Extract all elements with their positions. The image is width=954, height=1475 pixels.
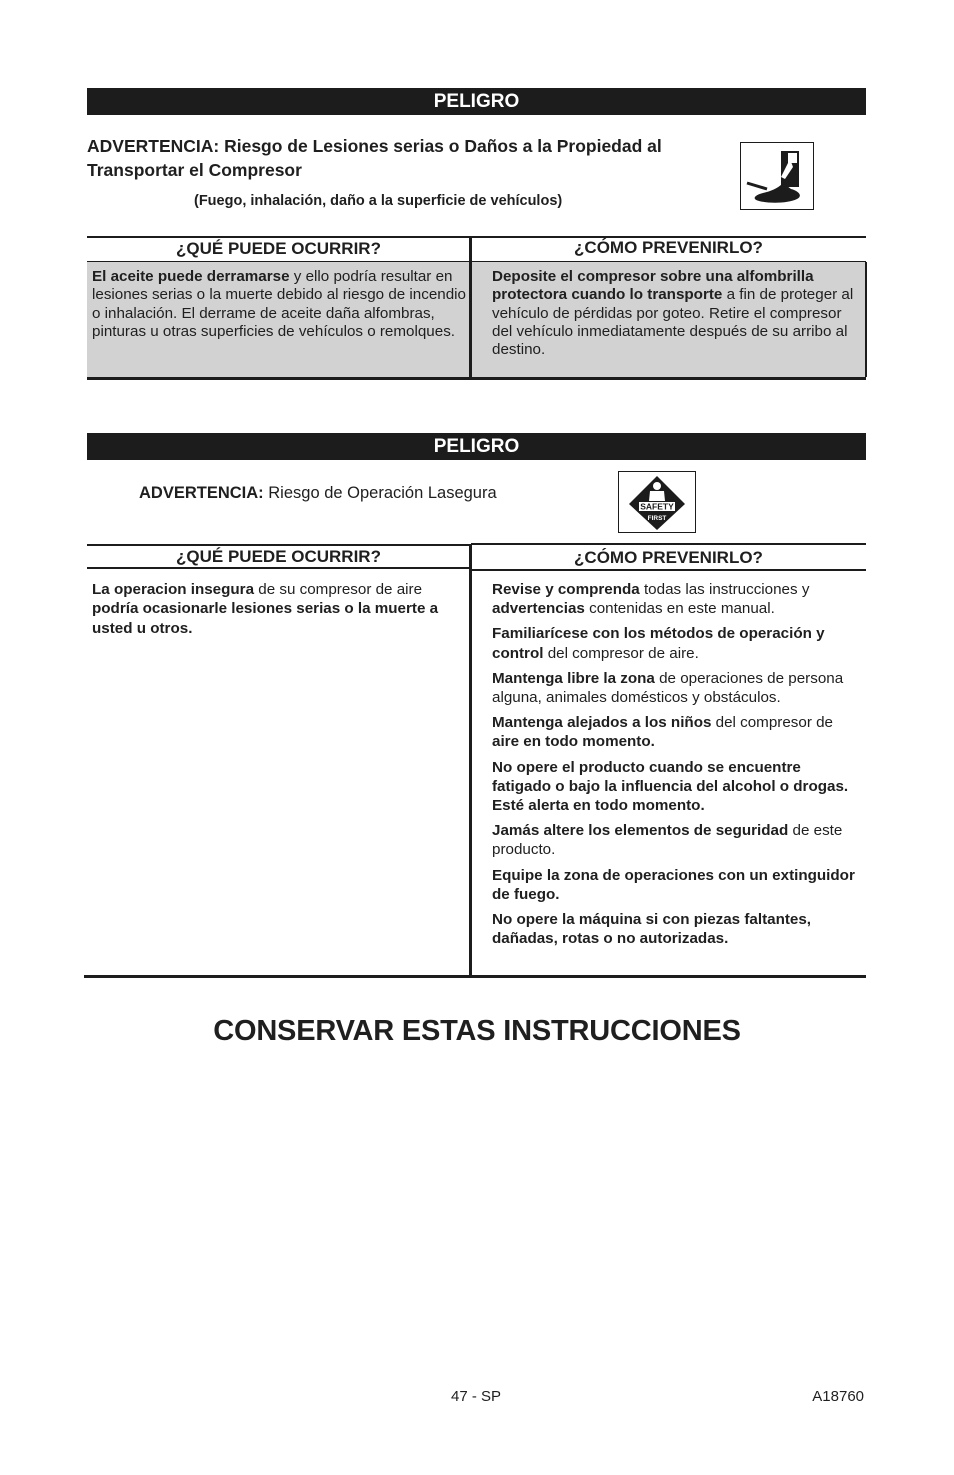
oil-spill-icon	[740, 142, 814, 210]
item-text: todas las instrucciones y	[639, 581, 810, 598]
item-bold: Equipe la zona de operaciones con un extinguidor de fuego.	[492, 866, 855, 903]
warning-label: ADVERTENCIA:	[87, 136, 220, 156]
item-bold: Familiarícese con los métodos de operación y control	[492, 625, 825, 662]
prevention-description	[492, 268, 862, 359]
item-text: del compresor de	[711, 714, 833, 732]
item-text: de este producto.	[492, 822, 843, 859]
table2-bottom-rule	[84, 975, 866, 978]
danger-banner	[87, 88, 866, 115]
warning-heading	[87, 134, 727, 182]
banner-label-2: PELIGRO	[433, 436, 520, 457]
hazard-text: y ello podría resultar en lesiones serias o la muerte debido al riesgo de incendio o inhalación. El derrame de aceite daña alfombras, pinturas u otras superficies de vehículos o remolques.	[92, 268, 467, 340]
list-item	[492, 624, 862, 662]
hazard-bold-2b: podría ocasionarle lesiones serias o la muerte a usted u otros.	[92, 600, 439, 637]
list-item	[492, 669, 862, 707]
table2-header-rule-right	[471, 569, 866, 571]
banner-label: PELIGRO	[433, 91, 520, 112]
item-text: del compresor de aire.	[543, 644, 699, 662]
table2-header-rule-left	[87, 567, 470, 569]
danger-banner-2	[87, 433, 866, 460]
table-bottom-rule	[87, 377, 866, 380]
table2-column-divider	[469, 544, 472, 977]
item-text: contenidas en este manual.	[584, 600, 775, 618]
item-bold: Mantenga libre la zona	[492, 669, 655, 687]
save-instructions-title: CONSERVAR ESTAS INSTRUCCIONES	[213, 1015, 741, 1047]
hazard-description	[92, 268, 466, 341]
item-text: de operaciones de persona alguna, animales domésticos y obstáculos.	[492, 669, 844, 707]
page-number: 47 - SP	[450, 1388, 502, 1405]
list-item	[492, 910, 862, 948]
list-item	[492, 758, 862, 816]
table2-top-rule-left	[87, 544, 470, 546]
safety-sign-bottom-text: FIRST	[647, 515, 667, 522]
warning-text-line1: Riesgo de Lesiones serias o Daños a la Propiedad al	[219, 136, 662, 156]
item-bold: advertencias	[492, 600, 585, 618]
warning-text-2: Riesgo de Operación Lasegura	[263, 484, 497, 502]
safety-sign-top-text: SAFETY	[640, 501, 674, 512]
list-item	[492, 821, 862, 859]
hazard-text-2: de su compresor de aire	[254, 581, 423, 598]
hazard-bold: El aceite puede derramarse	[92, 268, 290, 285]
table-right-edge	[865, 262, 867, 377]
warning-heading-2	[139, 484, 497, 503]
item-bold: Jamás altere los elementos de seguridad	[492, 822, 789, 840]
document-code: A18760	[812, 1388, 864, 1405]
table2-top-rule-right	[471, 543, 866, 545]
list-item	[492, 713, 862, 751]
prevention-bold: Deposite el compresor sobre una alfombrilla protectora cuando lo transporte	[492, 268, 814, 304]
item-bold: No opere el producto cuando se encuentre fatigado o bajo la influencia del alcohol o drogas. Esté alerta en todo momento.	[492, 758, 849, 815]
hazard-bold-2a: La operacion insegura	[92, 581, 255, 598]
item-bold: No opere la máquina si con piezas faltantes, dañadas, rotas o no autorizadas.	[492, 911, 812, 948]
prevention-text: a fin de proteger al vehículo de pérdidas por goteo. Retire el compresor del vehículo inmediatamente después de su arribo al destino.	[492, 286, 854, 359]
item-bold: Mantenga alejados a los niños	[492, 714, 712, 732]
item-bold: Revise y comprenda	[492, 581, 640, 598]
list-item	[492, 866, 862, 904]
column-header-how-2: ¿CÓMO PREVENIRLO?	[574, 548, 763, 567]
warning-label-2: ADVERTENCIA:	[139, 484, 264, 502]
warning-subtitle: (Fuego, inhalación, daño a la superficie de vehículos)	[194, 193, 563, 209]
warning-text-line2: Transportar el Compresor	[87, 160, 302, 180]
list-item	[492, 580, 862, 618]
safety-first-icon	[618, 471, 696, 533]
column-header-what-2: ¿QUÉ PUEDE OCURRIR?	[176, 547, 381, 566]
hazard-description-2	[92, 580, 464, 638]
column-header-what: ¿QUÉ PUEDE OCURRIR?	[176, 239, 381, 258]
table-column-divider	[469, 236, 472, 379]
column-header-how: ¿CÓMO PREVENIRLO?	[574, 238, 763, 257]
prevention-list	[492, 580, 862, 954]
item-bold: aire en todo momento.	[492, 733, 655, 751]
